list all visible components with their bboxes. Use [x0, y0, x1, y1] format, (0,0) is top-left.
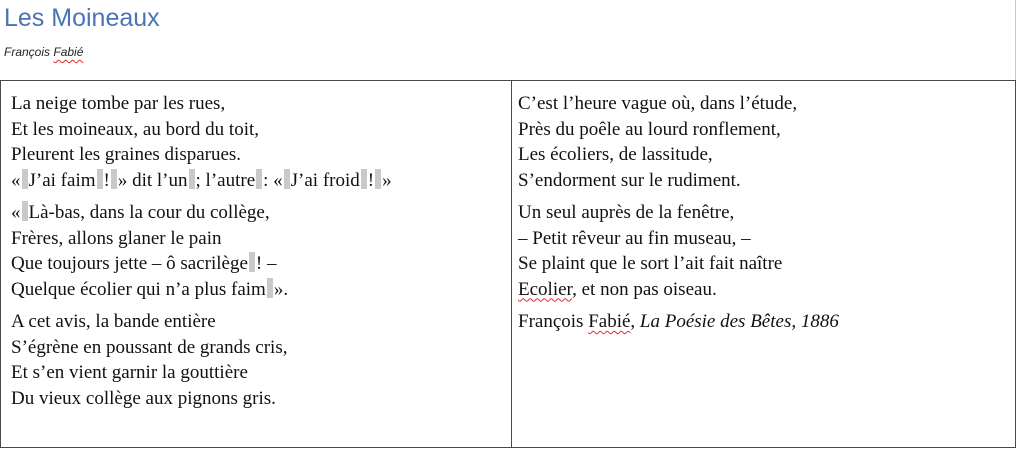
nonbreaking-space-mark [97, 169, 103, 189]
verse-line: – Petit rêveur au fin museau, – [518, 227, 751, 249]
credit-name: François [518, 311, 589, 332]
nonbreaking-space-mark [256, 169, 262, 189]
verse-fragment: » [382, 169, 392, 191]
verse-line: Frères, allons glaner le pain [11, 227, 222, 249]
page-edge-line [1015, 0, 1016, 80]
verse-fragment: ». [273, 278, 289, 300]
verse-line [11, 200, 506, 226]
document-author [4, 44, 83, 60]
poem-left-column [11, 91, 506, 418]
nonbreaking-space-mark [189, 169, 195, 189]
verse-fragment: » dit l’un [117, 169, 188, 191]
poem-right-column [518, 91, 1008, 342]
stanza-2 [11, 200, 506, 302]
nonbreaking-space-mark [375, 169, 381, 189]
author-prefix: François [4, 45, 54, 59]
document-title: Les Moineaux [4, 4, 160, 32]
verse-line: Et s’en vient garnir la gouttière [11, 362, 248, 383]
verse-fragment: : « [263, 169, 283, 191]
nonbreaking-space-mark [22, 201, 28, 221]
verse-fragment: « [11, 169, 21, 191]
verse-line: Et les moineaux, au bord du toit, [11, 118, 260, 140]
verse-fragment: J’ai faim [28, 169, 96, 191]
stanza-1 [11, 91, 506, 193]
nonbreaking-space-mark [111, 169, 117, 189]
verse-line: Du vieux collège aux pignons gris. [11, 387, 276, 409]
verse-fragment: J’ai froid [290, 169, 360, 191]
verse-fragment: ; l’autre [195, 169, 256, 191]
verse-line: Se plaint que le sort l’ait fait naître [518, 253, 783, 274]
poem-credit [518, 309, 1008, 335]
verse-line: C’est l’heure vague où, dans l’étude, [518, 93, 798, 114]
column-divider [511, 81, 512, 447]
nonbreaking-space-mark [284, 169, 290, 189]
verse-fragment: Là-bas, dans la cour du collège, [28, 202, 270, 223]
verse-fragment: « [11, 202, 21, 223]
verse-line: Pleurent les graines disparues. [11, 144, 242, 165]
author-surname-misspelled: Fabié [53, 45, 84, 59]
verse-line: Un seul auprès de la fenêtre, [518, 202, 735, 223]
stanza-5 [518, 200, 1008, 302]
credit-line [518, 309, 1008, 335]
stanza-4 [518, 91, 1008, 193]
nonbreaking-space-mark [249, 252, 255, 272]
nonbreaking-space-mark [22, 169, 28, 189]
credit-work-title: La Poésie des Bêtes, 1886 [639, 311, 839, 332]
verse-fragment-misspelled: Ecolier [518, 278, 573, 300]
verse-fragment: Que toujours jette – ô sacrilège [11, 253, 248, 274]
nonbreaking-space-mark [361, 169, 367, 189]
verse-line [518, 277, 1008, 303]
credit-surname-misspelled: Fabié [588, 311, 631, 332]
verse-line [11, 277, 506, 303]
verse-line: S’égrène en poussant de grands cris, [11, 336, 288, 358]
verse-line: Les écoliers, de lassitude, [518, 144, 713, 165]
verse-line: A cet avis, la bande entière [11, 311, 216, 332]
verse-line [11, 168, 506, 194]
verse-line: Près du poêle au lourd ronflement, [518, 118, 781, 140]
nonbreaking-space-mark [267, 278, 273, 298]
poem-table [0, 80, 1016, 448]
verse-line: La neige tombe par les rues, [11, 93, 226, 114]
verse-line: S’endorment sur le rudiment. [518, 169, 741, 191]
verse-line [11, 251, 506, 277]
verse-fragment: ! [367, 169, 375, 191]
verse-fragment: ! [103, 169, 110, 191]
verse-fragment: ! – [255, 253, 277, 274]
verse-fragment: , et non pas oiseau. [572, 278, 717, 300]
verse-fragment: Quelque écolier qui n’a plus faim [11, 278, 266, 300]
stanza-3 [11, 309, 506, 411]
credit-separator: , [630, 311, 640, 332]
